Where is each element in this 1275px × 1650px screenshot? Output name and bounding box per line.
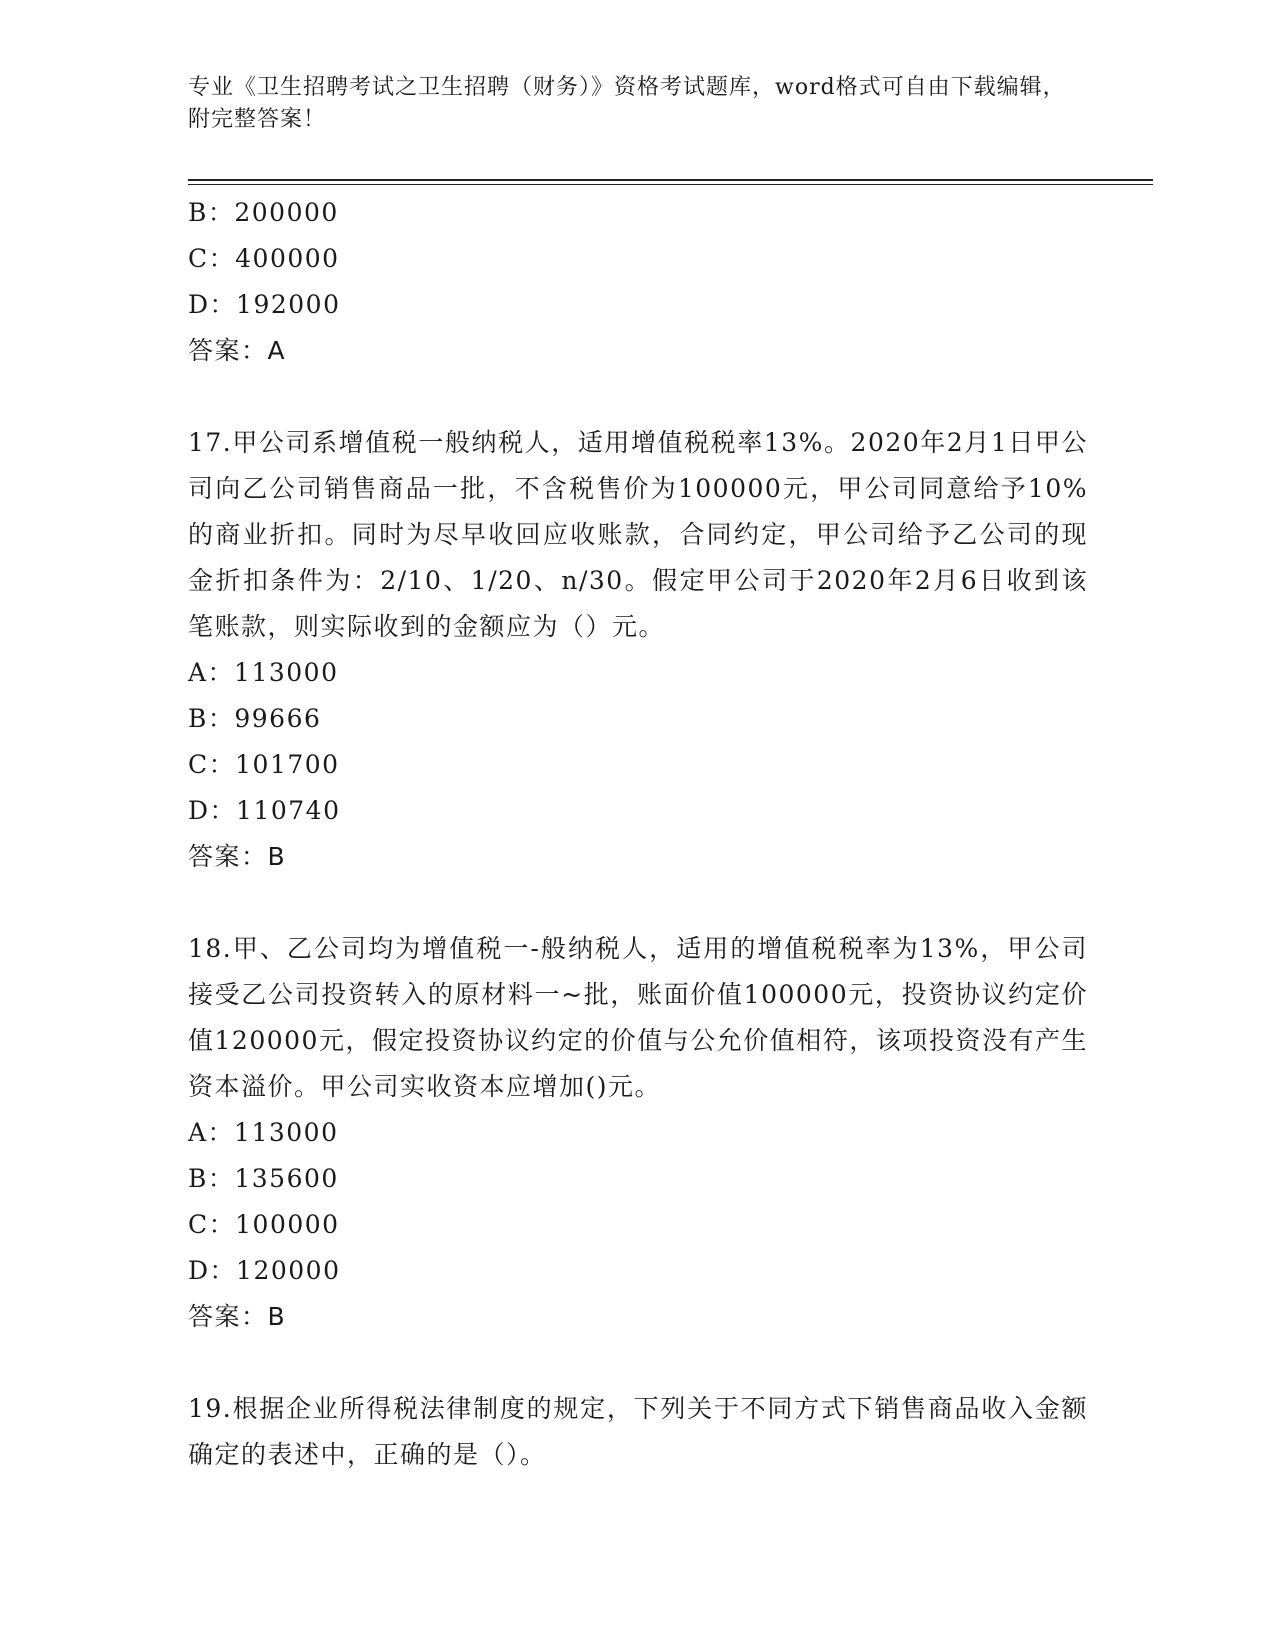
answer-line: 答案：B <box>188 842 287 871</box>
option-c: C：100000 <box>188 1210 340 1239</box>
question-17 <box>188 420 1088 880</box>
answer-line: 答案：B <box>188 1302 287 1331</box>
prev-question-block <box>188 190 1088 374</box>
option-b: B：200000 <box>188 198 339 227</box>
option-a: A：113000 <box>188 658 339 687</box>
spacer <box>188 374 1088 420</box>
option-b: B：135600 <box>188 1164 339 1193</box>
option-d: D：120000 <box>188 1256 341 1285</box>
question-text: 18.甲、乙公司均为增值税一-般纳税人，适用的增值税税率为13%，甲公司接受乙公司投资转入的原材料一~批，账面价值100000元，投资协议约定价值120000元，假定投资协议约定的价值与公允价值相符，该项投资没有产生资本溢价。甲公司实收资本应增加()元。 <box>188 934 1088 1101</box>
document-header: 专业《卫生招聘考试之卫生招聘（财务）》资格考试题库，word格式可自由下载编辑，附完整答案！ <box>188 75 1066 132</box>
header-rule-thin <box>188 184 1153 185</box>
question-text: 17.甲公司系增值税一般纳税人，适用增值税税率13%。2020年2月1日甲公司向乙公司销售商品一批，不含税售价为100000元，甲公司同意给予10%的商业折扣。同时为尽早收回应收账款，合同约定，甲公司给予乙公司的现金折扣条件为：2/10、1/20、n/30。假定甲公司于2020年2月6日收到该笔账款，则实际收到的金额应为（）元。 <box>188 428 1088 641</box>
option-a: A：113000 <box>188 1118 339 1147</box>
spacer <box>188 1340 1088 1386</box>
option-d: D：192000 <box>188 290 341 319</box>
spacer <box>188 880 1088 926</box>
question-19 <box>188 1386 1088 1478</box>
question-text: 19.根据企业所得税法律制度的规定，下列关于不同方式下销售商品收入金额确定的表述中，正确的是（）。 <box>188 1394 1088 1469</box>
option-c: C：101700 <box>188 750 340 779</box>
option-c: C：400000 <box>188 244 340 273</box>
option-b: B：99666 <box>188 704 322 733</box>
header-rule-thick <box>188 179 1153 181</box>
option-d: D：110740 <box>188 796 341 825</box>
answer-line: 答案：A <box>188 336 287 365</box>
question-18 <box>188 926 1088 1340</box>
document-body <box>188 190 1088 1478</box>
